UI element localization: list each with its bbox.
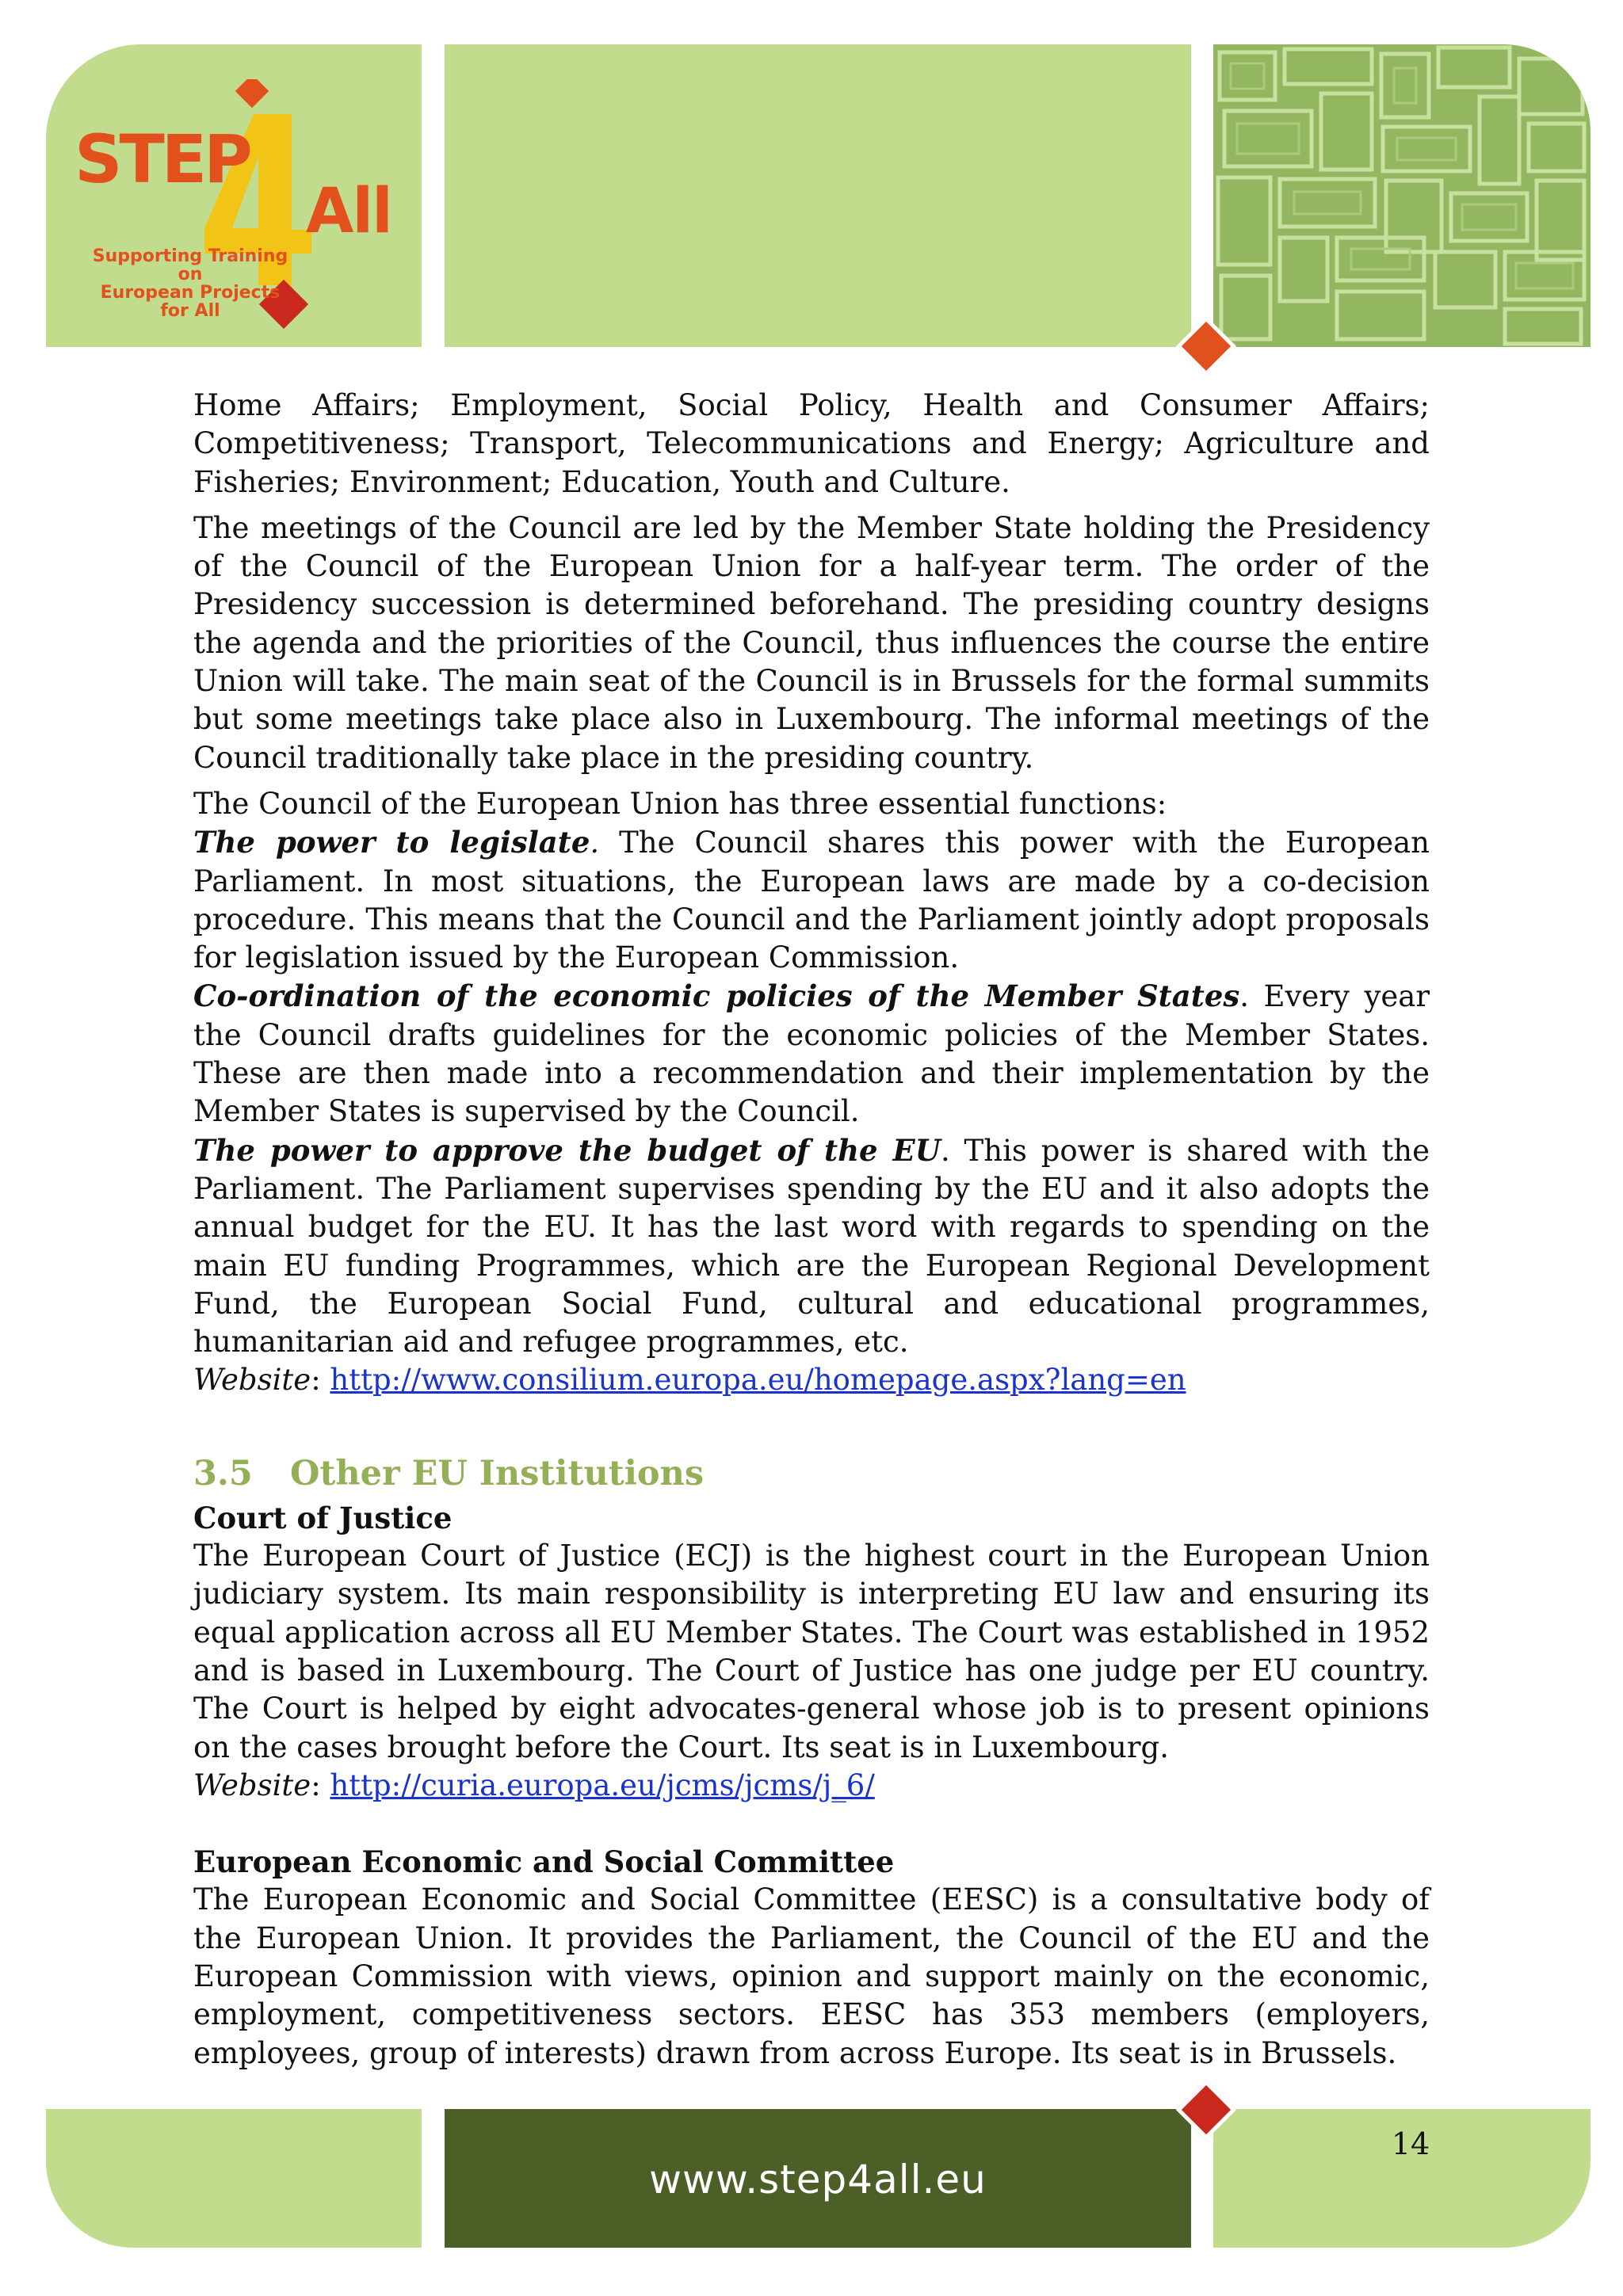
ecj-website-link[interactable]: http://curia.europa.eu/jcms/jcms/j_6/ (330, 1768, 875, 1802)
council-website-link[interactable]: http://www.consilium.europa.eu/homepage.aspx?lang=en (330, 1363, 1186, 1398)
function-budget-title: The power to approve the budget of the EU (193, 1132, 941, 1168)
ecj-paragraph: The European Court of Justice (ECJ) is the highest court in the European Union judiciary system. Its main responsibility is interpreting EU law and ensuring its equal application across all EU Member States. The Court was established in 1952 and is based in Luxembourg. The Court of Justice has one judge per EU country. The Court is helped by eight advocates-general whose job is to present opinions on the cases brought before the Court. Its seat is in Luxembourg. (193, 1539, 1430, 1764)
logo-subtitle-line1: Supporting Training on (92, 246, 288, 284)
logo-subtitle-line2: European Projects for All (100, 283, 281, 321)
function-legislate (193, 823, 1430, 977)
ecj-heading: Court of Justice (193, 1500, 453, 1535)
section-heading (193, 1450, 1430, 1497)
logo-subtitle (87, 247, 293, 320)
paragraph-council-configurations: Home Affairs; Employment, Social Policy, Health and Consumer Affairs; Competitiveness; Transport, Telecommunications and Energy; Agriculture and Fisheries; Environment; Education, Youth and Culture. (193, 388, 1430, 499)
page-number: 14 (1391, 2126, 1430, 2161)
website-colon: : (311, 1363, 330, 1398)
website-label: Website (193, 1768, 311, 1802)
maze-pattern-graphic (1213, 44, 1591, 347)
header-middle-panel (445, 44, 1191, 347)
eesc-heading: European Economic and Social Committee (193, 1844, 895, 1880)
function-budget-text: . This power is shared with the Parliament. The Parliament supervises spending by the EU and it also adopts the annual budget for the EU. It has the last word with regards to spending on the main EU funding Programmes, which are the European Regional Development Fund, the European Social Fund, cultural and educational programmes, humanitarian aid and refugee programmes, etc. (193, 1133, 1430, 1360)
footer-website-url[interactable]: www.step4all.eu (649, 2157, 987, 2203)
paragraph-council-meetings: The meetings of the Council are led by the Member State holding the Presidency of the Council of the European Union for a half-year term. The order of the Presidency succession is determined beforehand. The presiding country designs the agenda and the priorities of the Council, thus influences the course the entire Union will take. The main seat of the Council is in Brussels for the formal summits but some meetings take place also in Luxembourg. The informal meetings of the Council traditionally take place in the presiding country. (193, 510, 1430, 775)
function-legislate-punct: . (590, 826, 600, 860)
section-title: Other EU Institutions (290, 1453, 705, 1493)
logo-step-text: STEP (74, 120, 250, 198)
page-content (193, 387, 1430, 2073)
council-website-line (193, 1361, 1430, 1399)
eesc-paragraph: The European Economic and Social Committee (EESC) is a consultative body of the European Union. It provides the Parliament, the Council of the EU and the European Commission with views, opinion and support mainly on the economic, employment, competitiveness sectors. EESC has 353 members (employers, employees, group of interests) drawn from across Europe. Its seat is in Brussels. (193, 1882, 1430, 2070)
ecj-website-line (193, 1767, 1430, 1805)
function-coordination (193, 977, 1430, 1131)
spacer (193, 1805, 1430, 1843)
website-label: Website (193, 1363, 311, 1398)
function-coordination-text: . Every year the Council drafts guidelines for the economic policies of the Member States. These are then made into a recommendation and their implementation by the Member States is supervised by the Council. (193, 979, 1430, 1129)
logo-all-text: All (306, 176, 391, 247)
website-colon: : (311, 1768, 330, 1802)
header-pattern-panel (1213, 44, 1591, 347)
function-legislate-text: The Council shares this power with the European Parliament. In most situations, the European laws are made by a co-decision procedure. This means that the Council and the Parliament jointly adopt proposals for legislation issued by the European Commission. (193, 826, 1430, 975)
function-budget (193, 1131, 1430, 1362)
function-coordination-title: Co-ordination of the economic policies of the Member States (193, 978, 1240, 1014)
footer-left-panel (46, 2109, 422, 2248)
function-legislate-title: The power to legislate (193, 825, 590, 860)
paragraph-council-functions-intro: The Council of the European Union has three essential functions: (193, 786, 1167, 821)
section-number: 3.5 (193, 1453, 253, 1493)
